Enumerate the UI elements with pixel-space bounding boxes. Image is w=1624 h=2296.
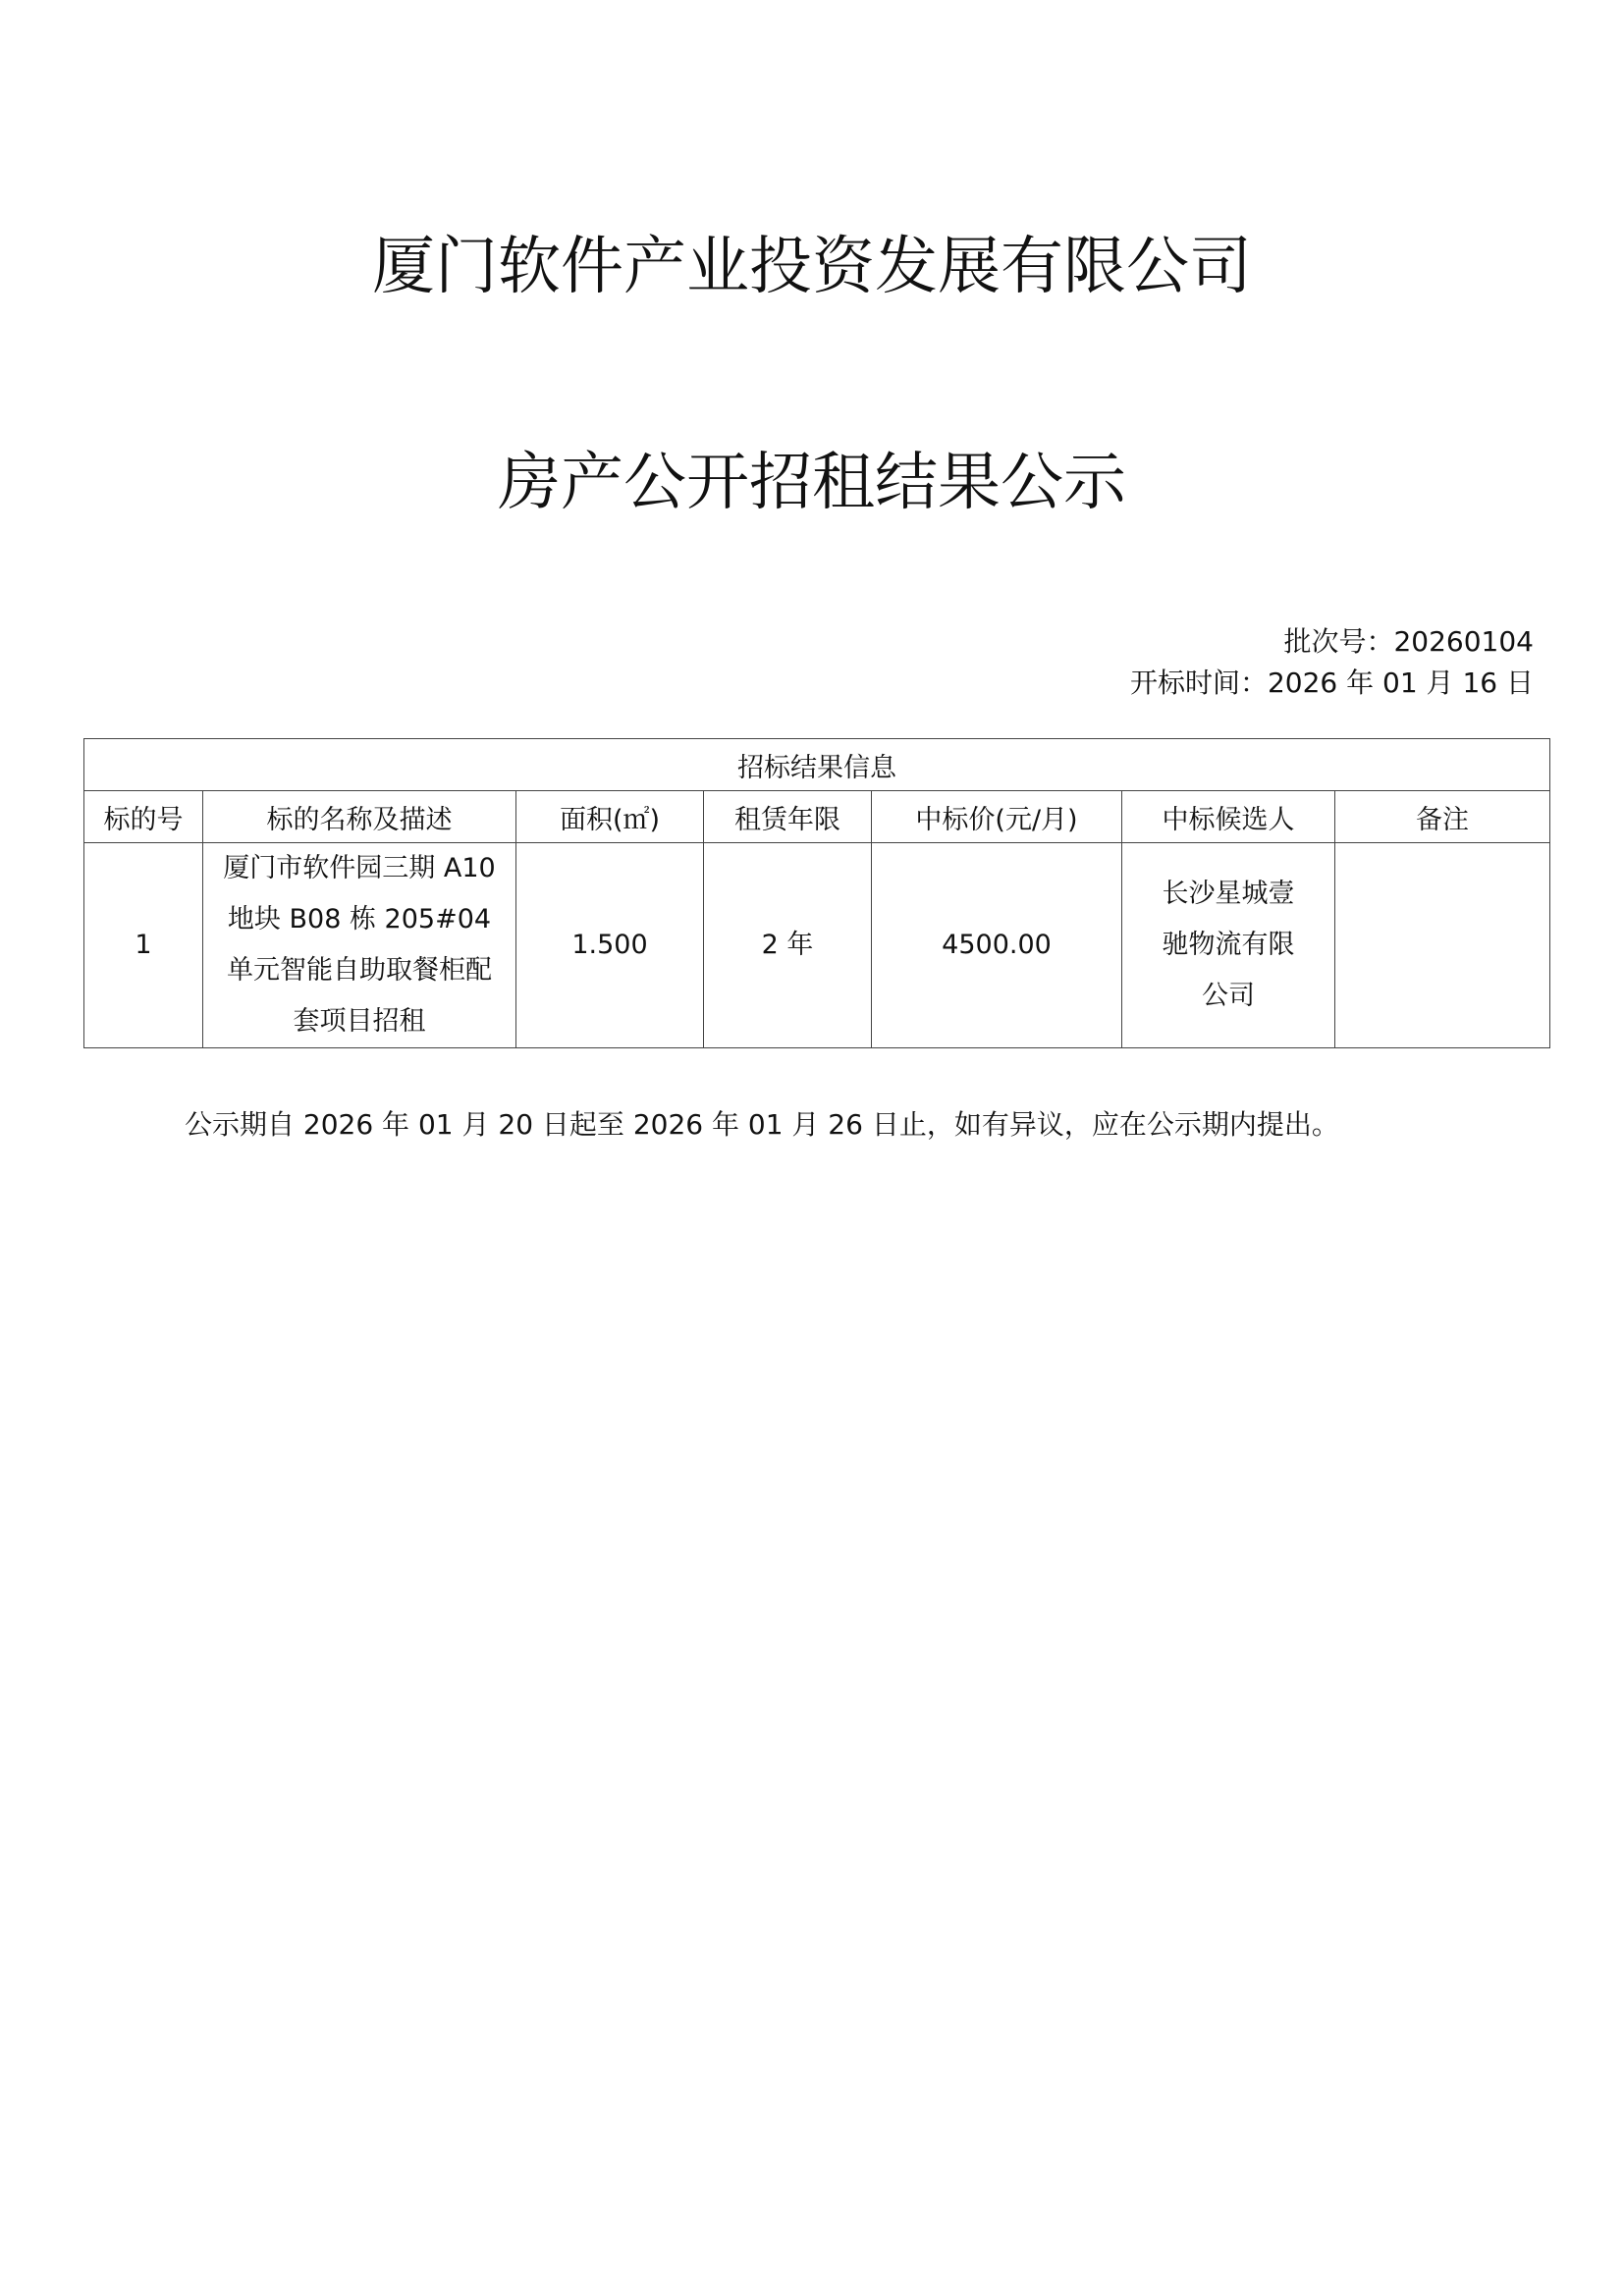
table-row — [84, 843, 1550, 1048]
area: 1.500 — [516, 843, 704, 1048]
publicity-period-note: 公示期自 2026 年 01 月 20 日起至 2026 年 01 月 26 日止，如有异议，应在公示期内提出。 — [185, 1108, 1339, 1141]
batch-number: 批次号：20260104 — [1283, 625, 1534, 658]
column-header: 中标候选人 — [1122, 791, 1335, 843]
table-caption: 招标结果信息 — [84, 739, 1550, 791]
company-title: 厦门软件产业投资发展有限公司 — [372, 231, 1252, 303]
column-header: 标的名称及描述 — [203, 791, 516, 843]
lease-term: 2 年 — [704, 843, 872, 1048]
column-header: 备注 — [1335, 791, 1550, 843]
winning-price: 4500.00 — [872, 843, 1122, 1048]
lot-description: 厦门市软件园三期 A10 地块 B08 栋 205#04 单元智能自助取餐柜配套项目招租 — [203, 843, 516, 1048]
column-header: 租赁年限 — [704, 791, 872, 843]
result-table — [83, 738, 1550, 1048]
lot-number: 1 — [84, 843, 203, 1048]
remarks — [1335, 843, 1550, 1048]
notice-title: 房产公开招租结果公示 — [498, 447, 1126, 519]
opening-time: 开标时间：2026 年 01 月 16 日 — [1129, 667, 1534, 699]
column-header: 中标价(元/月) — [872, 791, 1122, 843]
column-header: 标的号 — [84, 791, 203, 843]
column-header: 面积(㎡) — [516, 791, 704, 843]
table-header-row — [84, 791, 1550, 843]
winning-candidate: 长沙星城壹驰物流有限公司 — [1122, 843, 1335, 1048]
